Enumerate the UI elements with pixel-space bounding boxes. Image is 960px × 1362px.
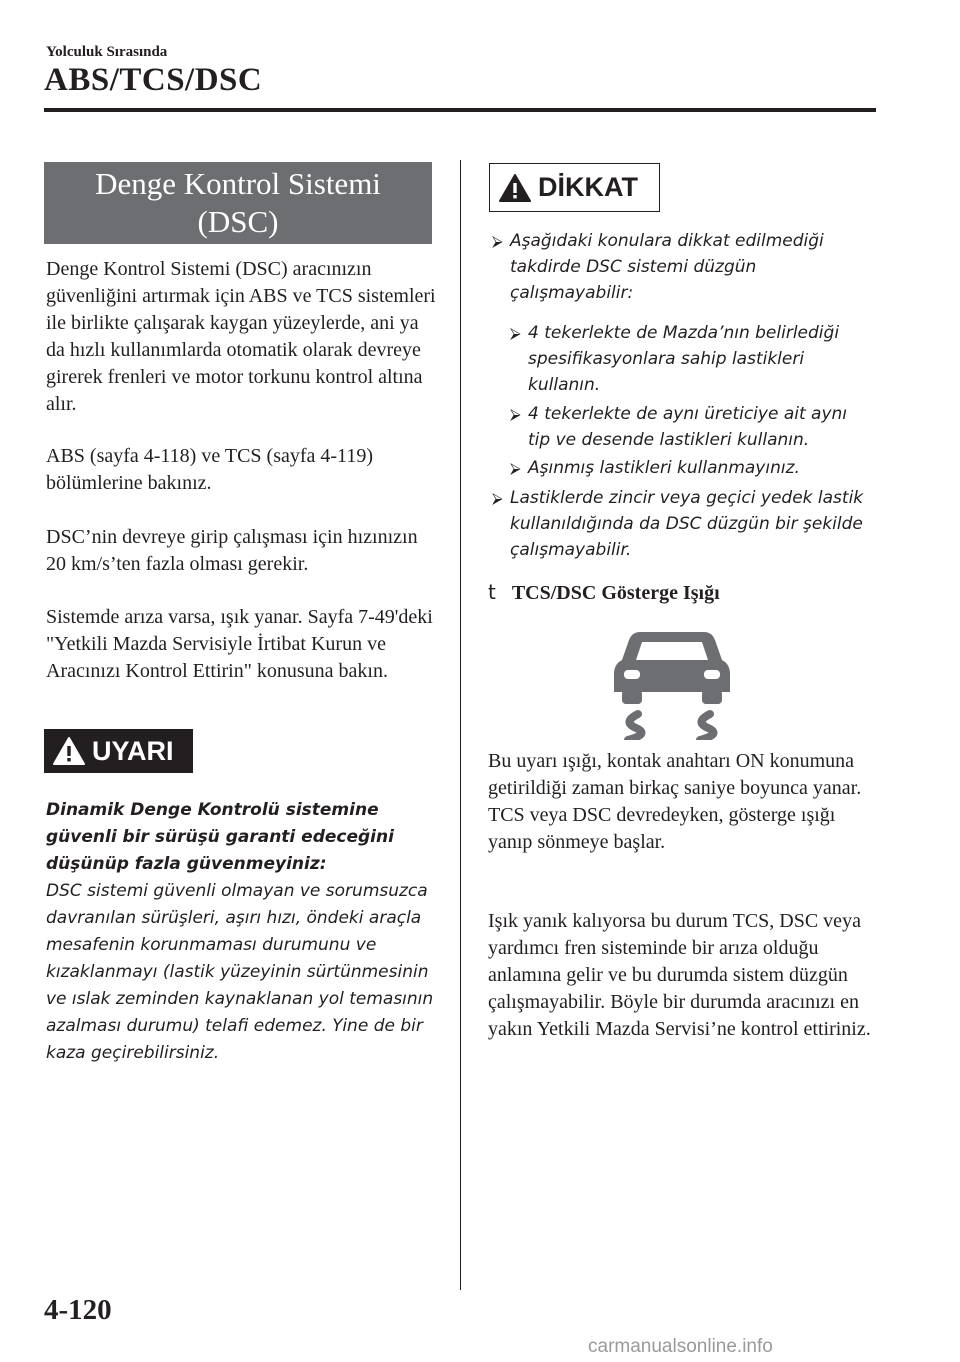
paragraph-references: ABS (sayfa 4-118) ve TCS (sayfa 4-119) bölümlerine bakınız. xyxy=(46,445,373,494)
caution-label xyxy=(489,163,660,212)
section-title-box xyxy=(44,162,432,244)
arrow-bullet-icon: ⮚ xyxy=(492,489,503,507)
caution-item xyxy=(492,485,882,563)
arrow-bullet-icon: ⮚ xyxy=(510,459,521,477)
arrow-bullet-icon: ⮚ xyxy=(510,324,521,342)
section-title-line2: (DSC) xyxy=(197,204,279,239)
warning-triangle-icon xyxy=(498,173,532,203)
subheading-bullet: t xyxy=(488,580,496,604)
subheading-text: TCS/DSC Gösterge Işığı xyxy=(511,582,720,604)
watermark: carmanualsonline.info xyxy=(588,1336,773,1357)
arrow-bullet-icon: ⮚ xyxy=(510,405,521,423)
section-label: Yolculuk Sırasında xyxy=(46,44,168,60)
section-title-line1: Denge Kontrol Sistemi xyxy=(95,166,381,201)
caution-item-text: Lastiklerde zincir veya geçici yedek lastik kullanıldığında da DSC düzgün bir şekilde çalışmayabilir. xyxy=(510,488,864,560)
caution-label-text: DİKKAT xyxy=(538,172,638,202)
warning-label xyxy=(44,729,193,773)
caution-item-text: Aşınmış lastikleri kullanmayınız. xyxy=(528,458,800,478)
page-number: 4-120 xyxy=(44,1294,112,1326)
paragraph-speed: DSC’nin devreye girip çalışması için hızınızın 20 km/s’ten fazla olması gerekir. xyxy=(46,526,418,575)
warning-triangle-icon xyxy=(52,736,86,766)
paragraph-malfunction: Sistemde arıza varsa, ışık yanar. Sayfa 7-49'deki "Yetkili Mazda Servisiyle İrtibat Kurun ve Aracınızı Kontrol Ettirin" konusuna bakın. xyxy=(46,606,433,682)
skidding-car-icon xyxy=(612,622,732,740)
warning-bold-text: Dinamik Denge Kontrolü sistemine güvenli bir sürüşü garanti edeceğini düşünüp fazla güvenmeyiniz: xyxy=(46,800,394,874)
warning-label-text: UYARI xyxy=(92,735,174,766)
arrow-bullet-icon: ⮚ xyxy=(492,232,503,250)
caution-item-text: 4 tekerlekte de aynı üreticiye ait aynı tip ve desende lastikleri kullanın. xyxy=(528,404,848,450)
chapter-title: ABS/TCS/DSC xyxy=(44,62,263,98)
indicator-subheading xyxy=(488,580,720,605)
header-rule xyxy=(44,108,876,112)
paragraph-indicator-on: Bu uyarı ışığı, kontak anahtarı ON konumuna getirildiği zaman birkaç saniye boyunca yanar. TCS veya DSC devredeyken, gösterge ışığı yanıp sönmeye başlar. xyxy=(488,750,862,853)
caution-item xyxy=(510,455,862,481)
warning-text xyxy=(46,797,446,1067)
caution-item-text: Aşağıdaki konulara dikkat edilmediği takdirde DSC sistemi düzgün çalışmayabilir: xyxy=(510,231,824,303)
column-divider xyxy=(460,160,461,1290)
caution-item xyxy=(492,228,862,306)
paragraph-indicator-fault: Işık yanık kalıyorsa bu durum TCS, DSC veya yardımcı fren sisteminde bir arıza olduğu anlamına gelir ve bu durumda sistem düzgün çalışmayabilir. Böyle bir durumda aracınızı en yakın Yetkili Mazda Servisi’ne kontrol ettiriniz. xyxy=(488,910,871,1040)
caution-item xyxy=(510,401,862,453)
caution-item xyxy=(510,320,862,398)
paragraph-intro: Denge Kontrol Sistemi (DSC) aracınızın güvenliğini artırmak için ABS ve TCS sistemleri ile birlikte çalışarak kaygan yüzeylerde, ani ya da hızlı kullanımlarda otomatik olarak devreye girerek frenleri ve motor torkunu kontrol altına alır. xyxy=(46,258,436,415)
warning-body-text: DSC sistemi güvenli olmayan ve sorumsuzca davranılan sürüşleri, aşırı hızı, öndeki araçla mesafenin korunmaması durumunu ve kızaklanmayı (lastik yüzeyinin sürtünmesinin ve ıslak zeminden kaynaklanan yol temasının azalması durumu) telafi edemez. Yine de bir kaza geçirebilirsiniz. xyxy=(46,881,434,1063)
caution-item-text: 4 tekerlekte de Mazda’nın belirlediği spesifikasyonlara sahip lastikleri kullanın. xyxy=(528,323,840,395)
